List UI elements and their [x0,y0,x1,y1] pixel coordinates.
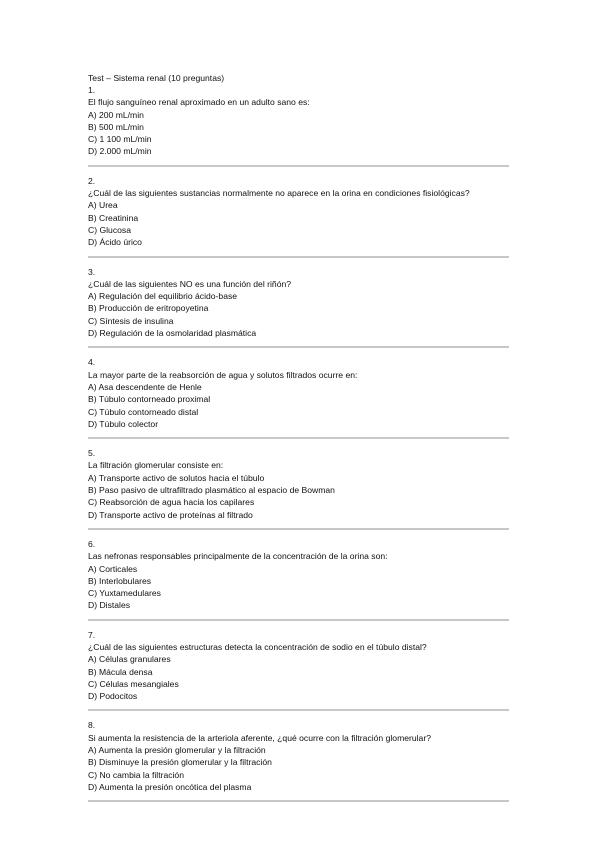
answer-option: D) Transporte activo de proteínas al filtrado [88,509,253,520]
document-title: Test – Sistema renal (10 preguntas) [88,73,225,83]
answer-option: B) Mácula densa [88,666,153,677]
answer-option: C) Reabsorción de agua hacia los capilares [88,497,255,508]
question-separator [88,346,509,348]
question-block [88,629,512,712]
answer-option: C) Yuxtamedulares [88,588,161,599]
question-text: ¿Cuál de las siguientes sustancias normalmente no aparece en la orina en condiciones fisiológicas? [88,188,470,199]
question-separator [88,800,509,802]
answer-option: A) Asa descendente de Henle [88,381,202,392]
question-block [88,175,512,258]
answer-option: D) Túbulo colector [88,418,159,429]
question-block [88,538,512,621]
question-separator [88,528,509,530]
question-number: 2. [88,175,96,186]
answer-option: A) Regulación del equilibrio ácido-base [88,291,238,302]
answer-option: B) Disminuye la presión glomerular y la filtración [88,757,272,768]
question-text: Si aumenta la resistencia de la arteriola aferente, ¿qué ocurre con la filtración glomerular? [88,732,431,743]
question-text: El flujo sanguíneo renal aproximado en un adulto sano es: [88,97,310,108]
answer-option: D) Podocitos [88,691,138,702]
answer-option: B) Producción de eritropoyetina [88,303,209,314]
answer-option: C) Síntesis de insulina [88,315,174,326]
question-block [88,84,512,167]
question-text: La mayor parte de la reabsorción de agua y solutos filtrados ocurre en: [88,369,358,380]
question-block [88,447,512,530]
question-number: 5. [88,448,96,459]
question-block [88,356,512,439]
answer-option: D) Ácido úrico [88,237,142,248]
question-number: 1. [88,85,96,95]
answer-option: D) Distales [88,600,131,611]
question-separator [88,709,509,711]
question-number: 3. [88,266,96,277]
answer-option: C) Células mesangiales [88,678,179,689]
question-text: Las nefronas responsables principalmente de la concentración de la orina son: [88,551,388,562]
answer-option: B) Paso pasivo de ultrafiltrado plasmático al espacio de Bowman [88,485,335,496]
answer-option: A) Aumenta la presión glomerular y la filtración [88,745,266,756]
question-text: ¿Cuál de las siguientes estructuras detecta la concentración de sodio en el túbulo distal? [88,641,427,652]
answer-option: A) 200 mL/min [88,109,144,120]
answer-option: D) Aumenta la presión oncótica del plasma [88,781,252,792]
question-block [88,266,512,349]
answer-option: B) Creatinina [88,212,139,223]
answer-option: C) No cambia la filtración [88,769,184,780]
answer-option: D) Regulación de la osmolaridad plasmática [88,328,257,339]
answer-option: D) 2.000 mL/min [88,146,152,157]
question-separator [88,165,509,167]
question-separator [88,437,509,439]
answer-option: A) Urea [88,200,118,211]
answer-option: A) Células granulares [88,654,171,665]
question-separator [88,256,509,258]
question-number: 7. [88,629,96,640]
question-number: 4. [88,357,96,368]
question-number: 8. [88,720,96,731]
answer-option: B) Túbulo contorneado proximal [88,394,211,405]
answer-option: B) 500 mL/min [88,121,144,132]
answer-option: A) Corticales [88,563,138,574]
question-list [88,84,512,802]
answer-option: C) Glucosa [88,224,131,235]
question-text: La filtración glomerular consiste en: [88,460,224,471]
answer-option: A) Transporte activo de solutos hacia el túbulo [88,472,265,483]
question-text: ¿Cuál de las siguientes NO es una función del riñón? [88,278,292,289]
answer-option: B) Interlobulares [88,575,152,586]
answer-option: C) 1 100 mL/min [88,134,152,145]
answer-option: C) Túbulo contorneado distal [88,406,199,417]
document-page [88,72,512,810]
question-number: 6. [88,538,96,549]
question-block [88,719,512,802]
question-separator [88,619,509,621]
